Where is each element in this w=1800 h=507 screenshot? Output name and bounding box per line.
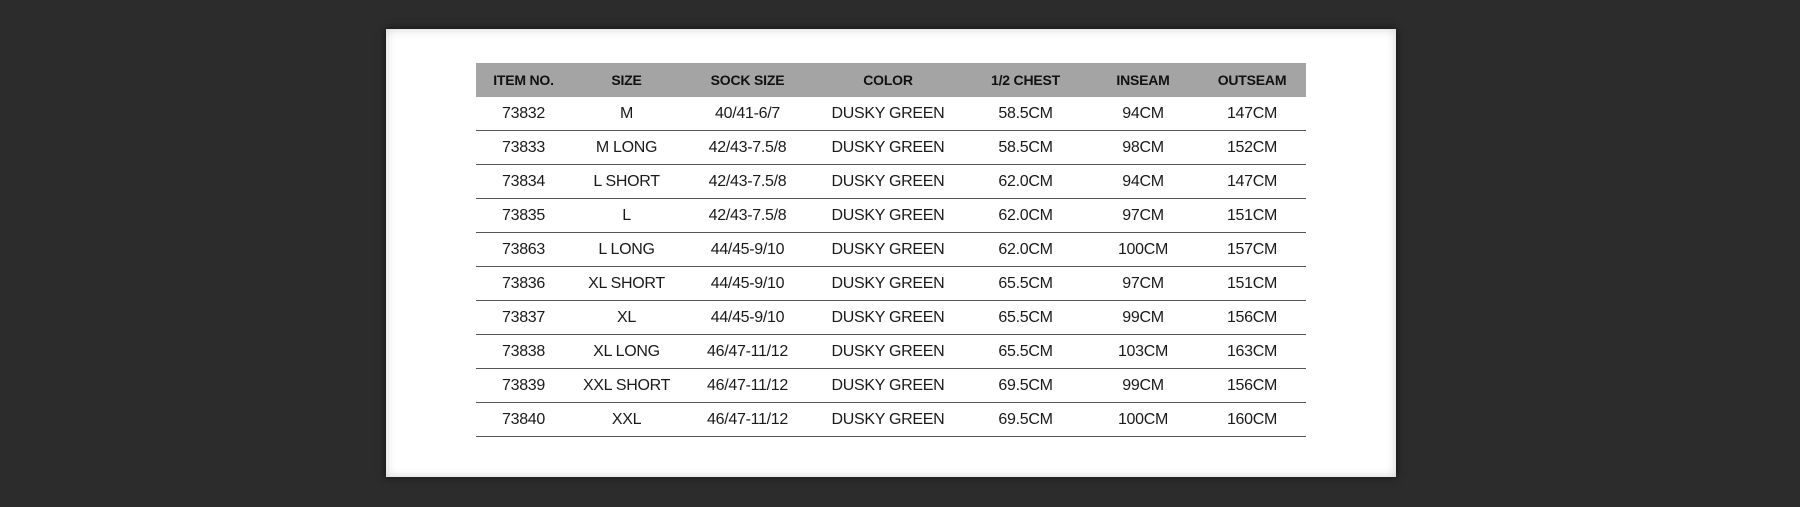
color-cell: DUSKY GREEN bbox=[813, 131, 963, 165]
header-half-chest: 1/2 CHEST bbox=[963, 63, 1088, 97]
item-no-cell: 73863 bbox=[476, 233, 571, 267]
item-no-cell: 73836 bbox=[476, 267, 571, 301]
size-cell: M LONG bbox=[571, 131, 682, 165]
table-row bbox=[476, 97, 1306, 131]
size-cell: L SHORT bbox=[571, 165, 682, 199]
sock-size-cell: 46/47-11/12 bbox=[682, 403, 813, 437]
table-row bbox=[476, 403, 1306, 437]
inseam-cell: 98CM bbox=[1088, 131, 1198, 165]
half-chest-cell: 69.5CM bbox=[963, 403, 1088, 437]
half-chest-cell: 69.5CM bbox=[963, 369, 1088, 403]
sock-size-cell: 42/43-7.5/8 bbox=[682, 199, 813, 233]
size-cell: XL LONG bbox=[571, 335, 682, 369]
header-sock-size: SOCK SIZE bbox=[682, 63, 813, 97]
sock-size-cell: 44/45-9/10 bbox=[682, 301, 813, 335]
table-row bbox=[476, 369, 1306, 403]
color-cell: DUSKY GREEN bbox=[813, 165, 963, 199]
header-outseam: OUTSEAM bbox=[1198, 63, 1306, 97]
half-chest-cell: 62.0CM bbox=[963, 165, 1088, 199]
half-chest-cell: 65.5CM bbox=[963, 301, 1088, 335]
color-cell: DUSKY GREEN bbox=[813, 233, 963, 267]
size-cell: M bbox=[571, 97, 682, 131]
sock-size-cell: 44/45-9/10 bbox=[682, 233, 813, 267]
inseam-cell: 97CM bbox=[1088, 199, 1198, 233]
table-row bbox=[476, 199, 1306, 233]
outseam-cell: 157CM bbox=[1198, 233, 1306, 267]
color-cell: DUSKY GREEN bbox=[813, 335, 963, 369]
color-cell: DUSKY GREEN bbox=[813, 97, 963, 131]
inseam-cell: 94CM bbox=[1088, 165, 1198, 199]
outseam-cell: 163CM bbox=[1198, 335, 1306, 369]
outseam-cell: 160CM bbox=[1198, 403, 1306, 437]
outseam-cell: 151CM bbox=[1198, 199, 1306, 233]
half-chest-cell: 65.5CM bbox=[963, 335, 1088, 369]
item-no-cell: 73832 bbox=[476, 97, 571, 131]
outseam-cell: 151CM bbox=[1198, 267, 1306, 301]
item-no-cell: 73834 bbox=[476, 165, 571, 199]
table-row bbox=[476, 131, 1306, 165]
header-item-no: ITEM NO. bbox=[476, 63, 571, 97]
inseam-cell: 100CM bbox=[1088, 403, 1198, 437]
item-no-cell: 73840 bbox=[476, 403, 571, 437]
header-size: SIZE bbox=[571, 63, 682, 97]
table-row bbox=[476, 301, 1306, 335]
inseam-cell: 99CM bbox=[1088, 369, 1198, 403]
size-chart-card bbox=[386, 29, 1396, 477]
table-row bbox=[476, 233, 1306, 267]
half-chest-cell: 65.5CM bbox=[963, 267, 1088, 301]
sock-size-cell: 44/45-9/10 bbox=[682, 267, 813, 301]
table-header-row bbox=[476, 63, 1306, 97]
table-row bbox=[476, 335, 1306, 369]
size-cell: XXL SHORT bbox=[571, 369, 682, 403]
outseam-cell: 152CM bbox=[1198, 131, 1306, 165]
size-cell: L bbox=[571, 199, 682, 233]
table-row bbox=[476, 267, 1306, 301]
inseam-cell: 99CM bbox=[1088, 301, 1198, 335]
header-inseam: INSEAM bbox=[1088, 63, 1198, 97]
color-cell: DUSKY GREEN bbox=[813, 199, 963, 233]
item-no-cell: 73839 bbox=[476, 369, 571, 403]
color-cell: DUSKY GREEN bbox=[813, 403, 963, 437]
outseam-cell: 147CM bbox=[1198, 165, 1306, 199]
size-cell: XL SHORT bbox=[571, 267, 682, 301]
sock-size-cell: 46/47-11/12 bbox=[682, 335, 813, 369]
header-color: COLOR bbox=[813, 63, 963, 97]
sock-size-cell: 46/47-11/12 bbox=[682, 369, 813, 403]
size-cell: XL bbox=[571, 301, 682, 335]
item-no-cell: 73838 bbox=[476, 335, 571, 369]
half-chest-cell: 58.5CM bbox=[963, 131, 1088, 165]
half-chest-cell: 62.0CM bbox=[963, 199, 1088, 233]
table-body bbox=[476, 97, 1306, 437]
item-no-cell: 73833 bbox=[476, 131, 571, 165]
sock-size-cell: 42/43-7.5/8 bbox=[682, 165, 813, 199]
size-cell: XXL bbox=[571, 403, 682, 437]
half-chest-cell: 58.5CM bbox=[963, 97, 1088, 131]
half-chest-cell: 62.0CM bbox=[963, 233, 1088, 267]
outseam-cell: 156CM bbox=[1198, 369, 1306, 403]
inseam-cell: 97CM bbox=[1088, 267, 1198, 301]
color-cell: DUSKY GREEN bbox=[813, 369, 963, 403]
color-cell: DUSKY GREEN bbox=[813, 301, 963, 335]
item-no-cell: 73835 bbox=[476, 199, 571, 233]
color-cell: DUSKY GREEN bbox=[813, 267, 963, 301]
inseam-cell: 100CM bbox=[1088, 233, 1198, 267]
outseam-cell: 156CM bbox=[1198, 301, 1306, 335]
inseam-cell: 103CM bbox=[1088, 335, 1198, 369]
size-cell: L LONG bbox=[571, 233, 682, 267]
outseam-cell: 147CM bbox=[1198, 97, 1306, 131]
item-no-cell: 73837 bbox=[476, 301, 571, 335]
sock-size-cell: 42/43-7.5/8 bbox=[682, 131, 813, 165]
size-chart-table bbox=[476, 63, 1306, 437]
table-row bbox=[476, 165, 1306, 199]
inseam-cell: 94CM bbox=[1088, 97, 1198, 131]
sock-size-cell: 40/41-6/7 bbox=[682, 97, 813, 131]
